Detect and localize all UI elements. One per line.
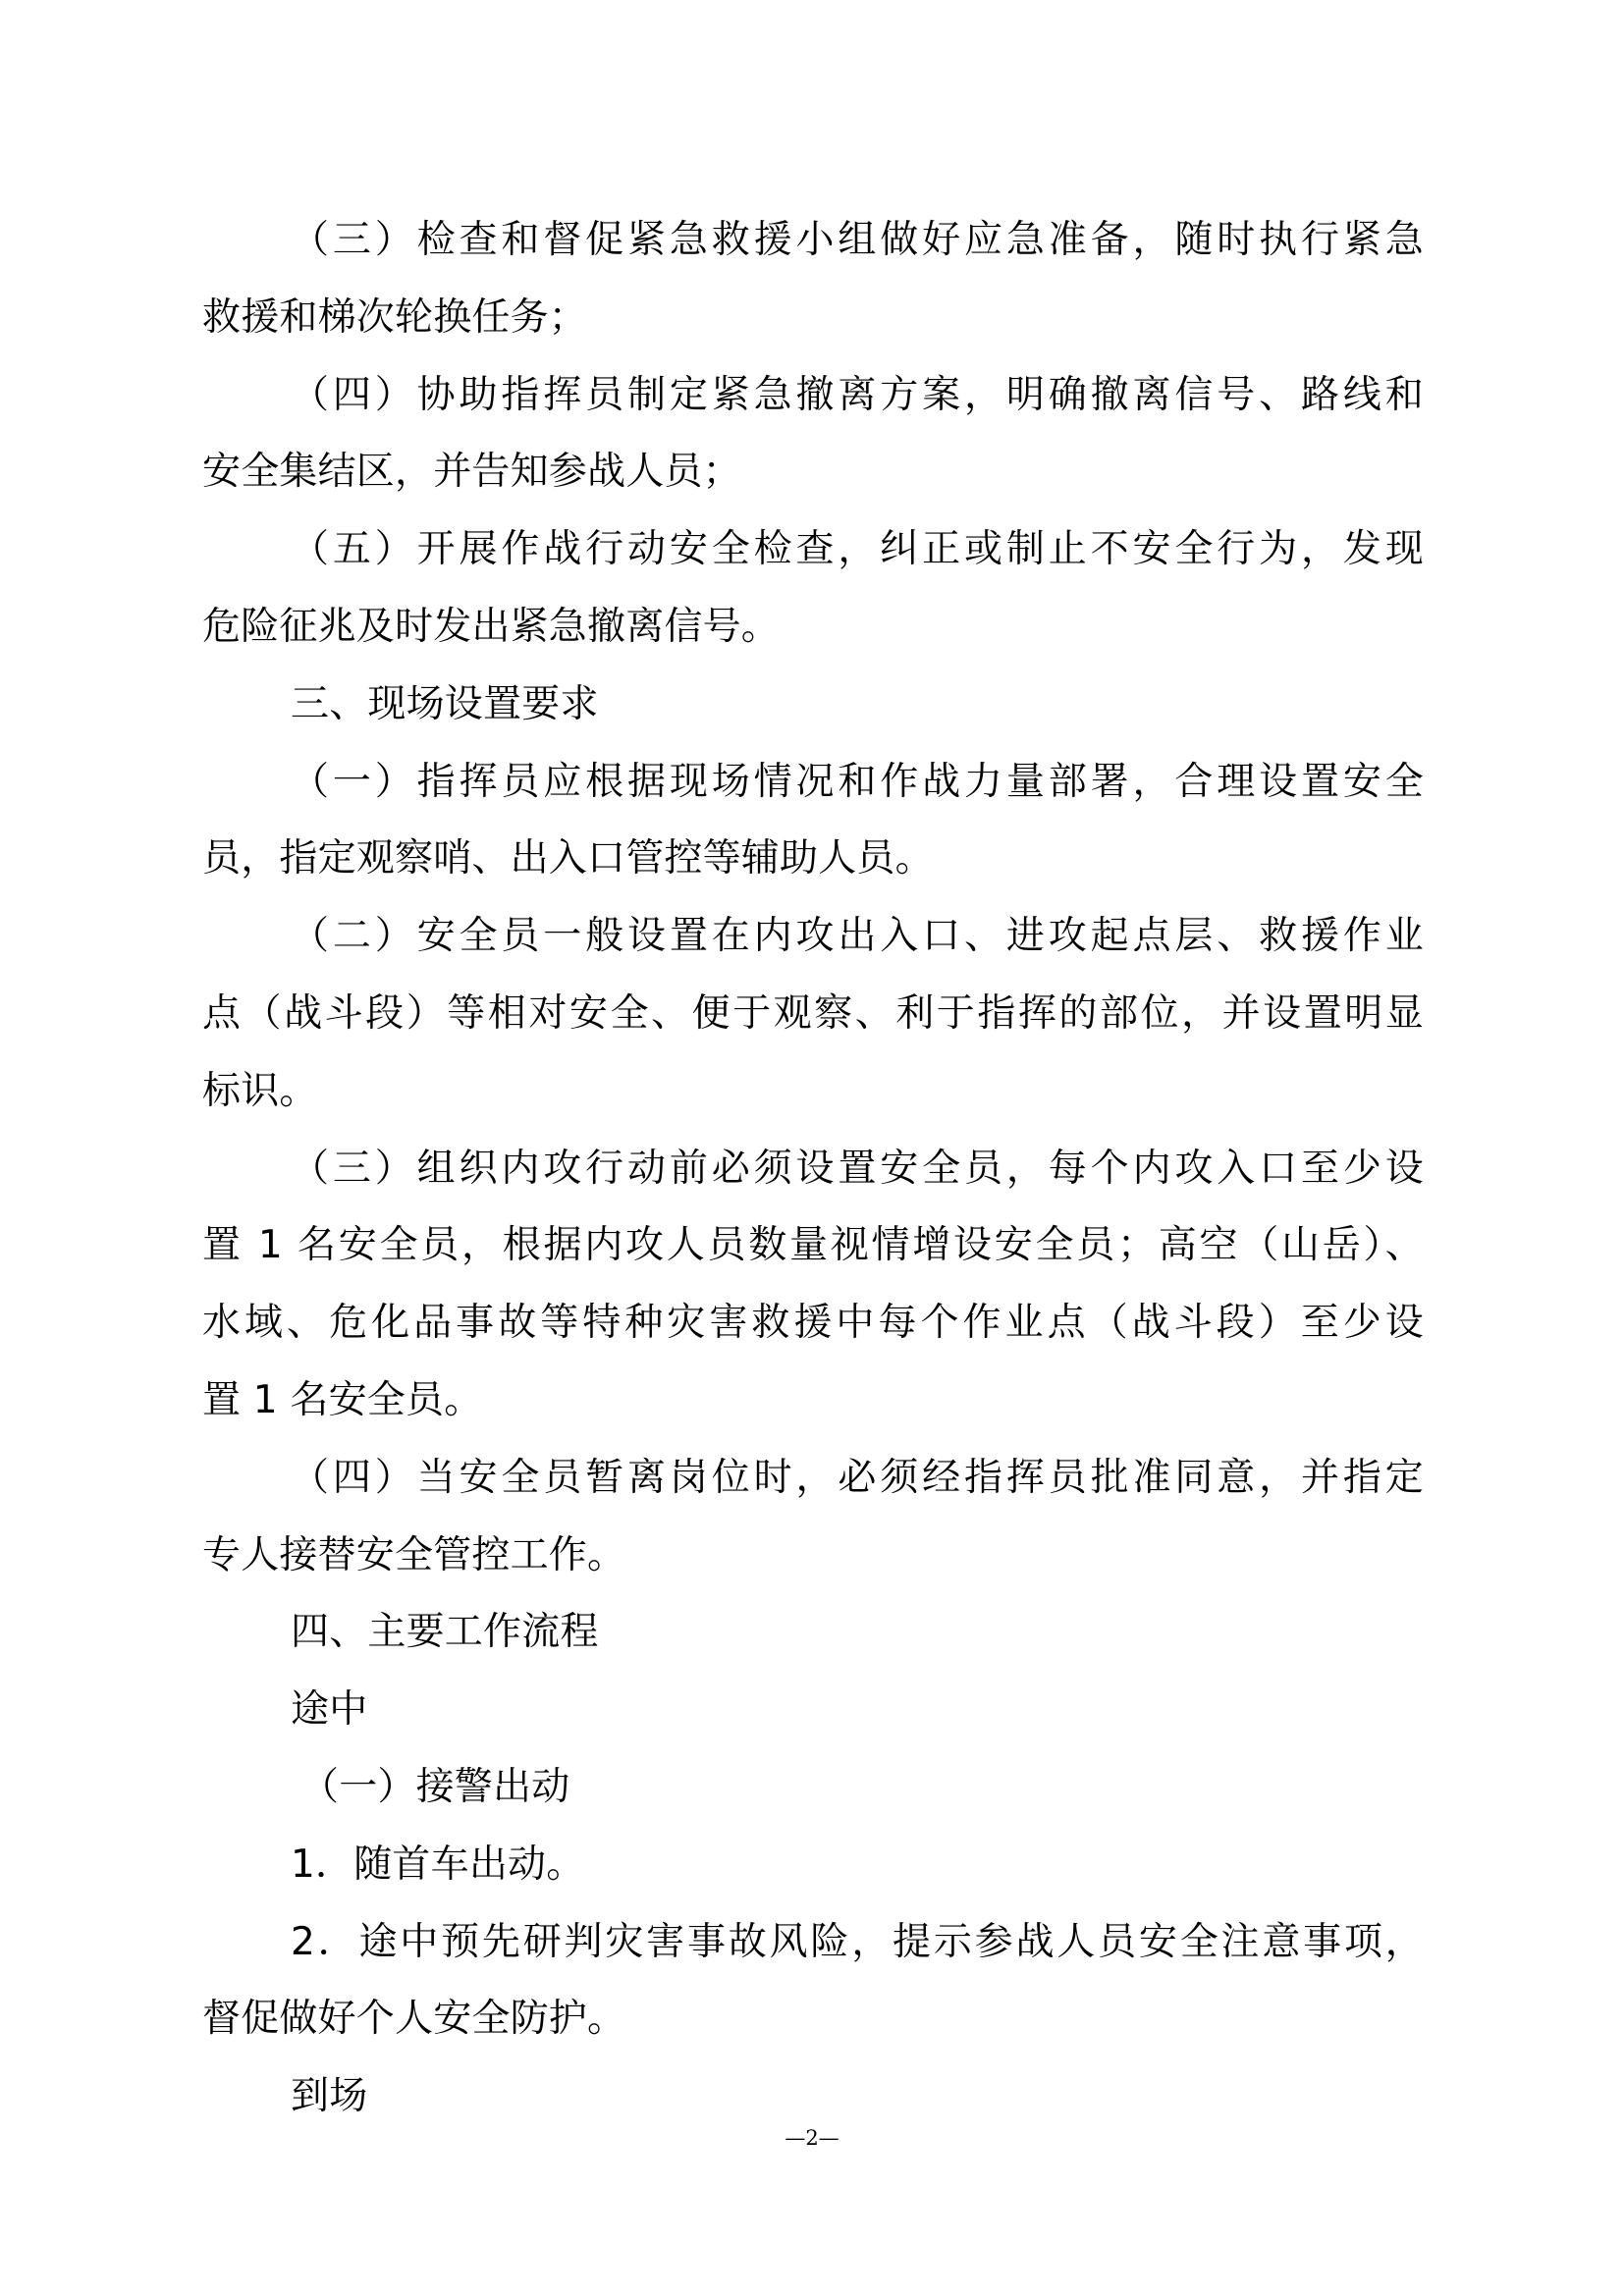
section-heading-3: 三、现场设置要求 <box>291 681 599 726</box>
subheading-arrival: 到场 <box>291 2074 368 2119</box>
setup-item-1-line-2: 员，指定观察哨、出入口管控等辅助人员。 <box>202 836 934 881</box>
setup-item-4-line-1: （四）当安全员暂离岗位时，必须经指挥员批准同意，并指定 <box>291 1455 1424 1500</box>
setup-item-3-line-4: 置 1 名安全员。 <box>202 1377 483 1422</box>
setup-item-3-line-1: （三）组织内攻行动前必须设置安全员，每个内攻入口至少设 <box>291 1146 1424 1191</box>
dispatch-step-2-line-2: 督促做好个人安全防护。 <box>202 1997 626 2042</box>
paragraph-5-line-2: 危险征兆及时发出紧急撤离信号。 <box>202 604 781 649</box>
paragraph-4-line-2: 安全集结区，并告知参战人员； <box>202 450 741 495</box>
document-body <box>202 202 1424 2136</box>
page-number: —2— <box>785 2126 839 2150</box>
subheading-en-route: 途中 <box>291 1687 368 1733</box>
setup-item-2-line-2: 点（战斗段）等相对安全、便于观察、利于指挥的部位，并设置明显 <box>202 990 1424 1036</box>
dispatch-step-1: 1．随首车出动。 <box>291 1842 585 1887</box>
section-heading-4: 四、主要工作流程 <box>291 1610 599 1655</box>
paragraph-3-line-2: 救援和梯次轮换任务； <box>202 294 588 340</box>
setup-item-4-line-2: 专人接替安全管控工作。 <box>202 1532 626 1577</box>
setup-item-3-line-3: 水域、危化品事故等特种灾害救援中每个作业点（战斗段）至少设 <box>202 1301 1424 1346</box>
dispatch-step-2-line-1: 2．途中预先研判灾害事故风险，提示参战人员安全注意事项， <box>291 1919 1424 1964</box>
paragraph-5-line-1: （五）开展作战行动安全检查，纠正或制止不安全行为，发现 <box>291 527 1424 572</box>
setup-item-3-line-2: 置 1 名安全员，根据内攻人员数量视情增设安全员；高空（山岳）、 <box>202 1223 1424 1268</box>
setup-item-2-line-3: 标识。 <box>202 1068 318 1113</box>
paragraph-3-line-1: （三）检查和督促紧急救援小组做好应急准备，随时执行紧急 <box>291 218 1424 262</box>
setup-item-2-line-1: （二）安全员一般设置在内攻出入口、进攻起点层、救援作业 <box>291 914 1424 959</box>
setup-item-1-line-1: （一）指挥员应根据现场情况和作战力量部署，合理设置安全 <box>291 759 1424 804</box>
paragraph-4-line-1: （四）协助指挥员制定紧急撤离方案，明确撤离信号、路线和 <box>291 372 1424 417</box>
subheading-dispatch: （一）接警出动 <box>300 1764 570 1809</box>
